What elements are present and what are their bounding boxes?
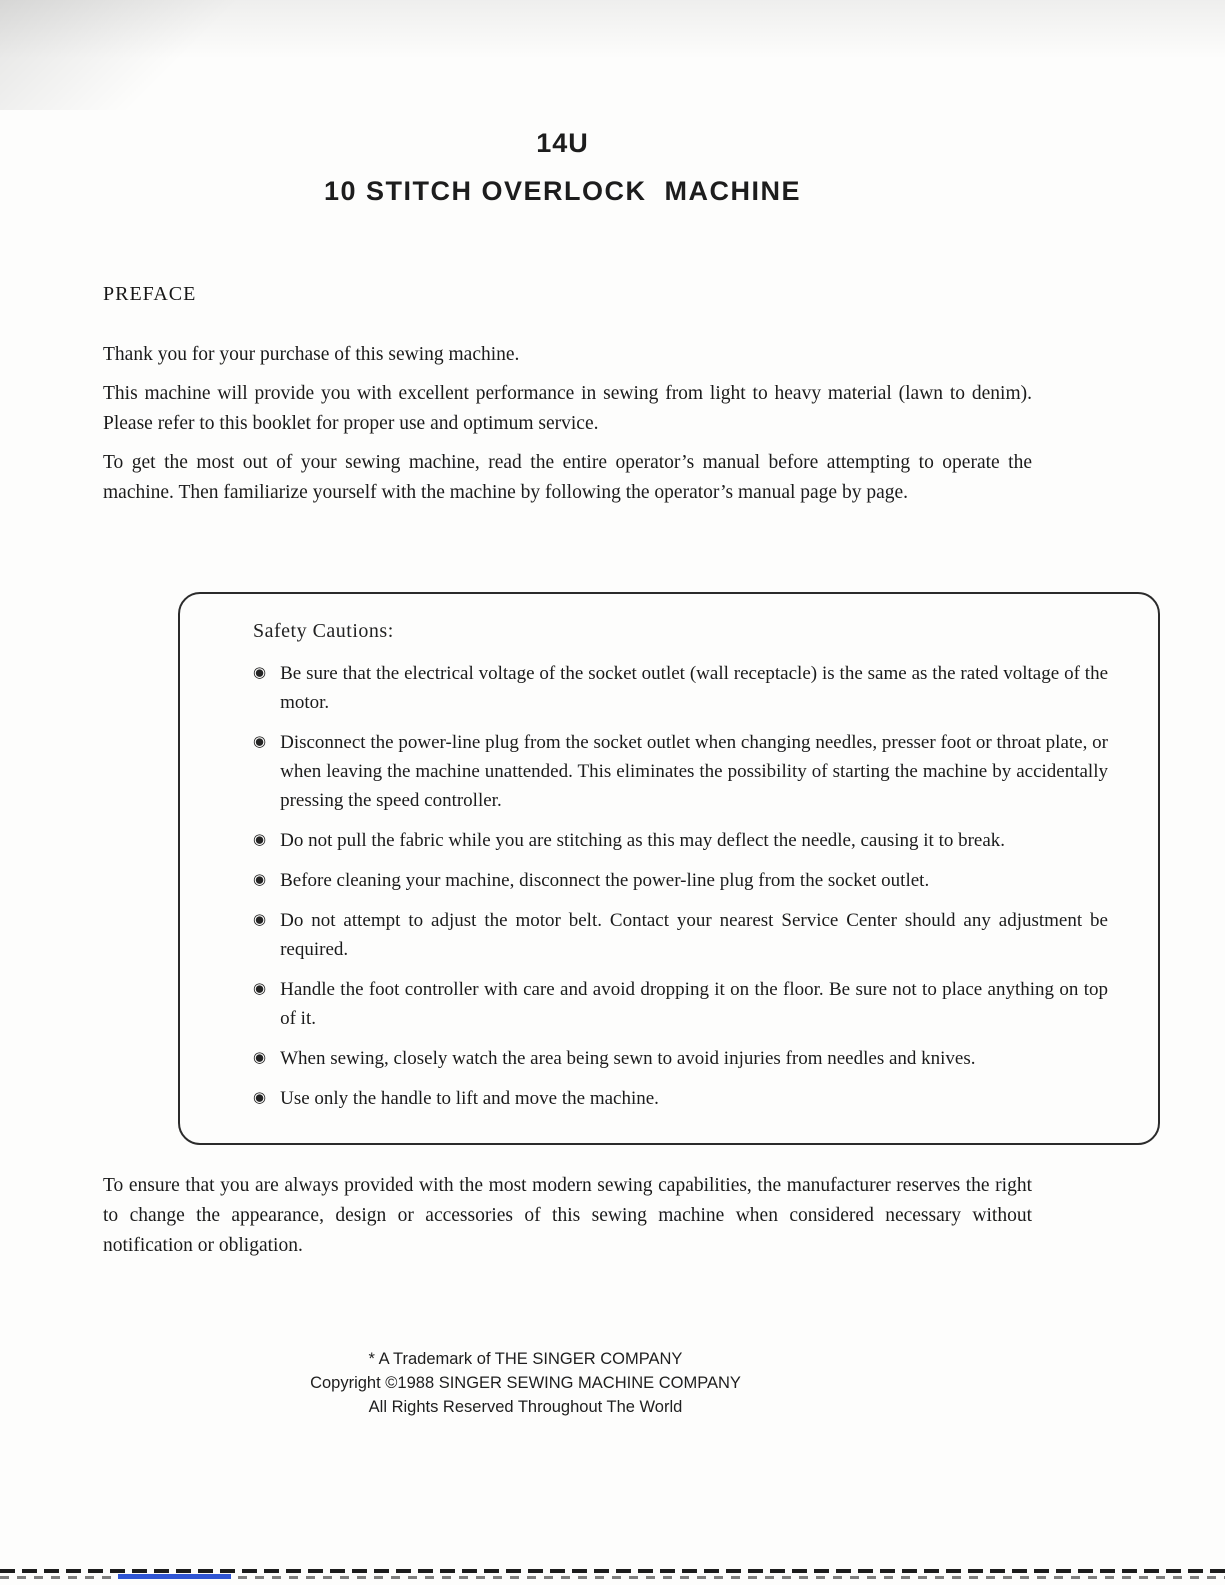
bullet-icon: ◉ [253, 912, 267, 928]
safety-list-item [253, 1044, 1108, 1073]
safety-item-text: Disconnect the power-line plug from the socket outlet when changing needles, presser foot or throat plate, or when leaving the machine unattended. This eliminates the possibility of starting the machine by accidentally pressing the speed controller. [280, 732, 1108, 811]
safety-list-item [253, 975, 1108, 1033]
safety-item-text: Handle the foot controller with care and avoid dropping it on the floor. Be sure not to place anything on top of it. [280, 979, 1108, 1029]
page-bottom-edge-dashes [0, 1569, 1225, 1573]
safety-item-text: Be sure that the electrical voltage of the socket outlet (wall receptacle) is the same as the rated voltage of the motor. [280, 663, 1108, 713]
safety-cautions-list [253, 659, 1108, 1113]
safety-item-text: When sewing, closely watch the area being sewn to avoid injuries from needles and knives. [280, 1048, 976, 1069]
bullet-icon: ◉ [253, 872, 267, 888]
blue-scan-mark [118, 1574, 231, 1579]
page-header [0, 0, 1175, 207]
page-content [0, 283, 1225, 1419]
bullet-icon: ◉ [253, 734, 267, 750]
safety-list-item [253, 906, 1108, 964]
bullet-icon: ◉ [253, 832, 267, 848]
footer-trademark-line: * A Trademark of THE SINGER COMPANY [368, 1350, 683, 1368]
safety-list-item [253, 1084, 1108, 1113]
footer-copyright-line: Copyright ©1988 SINGER SEWING MACHINE COMPANY [310, 1374, 741, 1392]
bullet-icon: ◉ [253, 1050, 267, 1066]
closing-paragraph: To ensure that you are always provided with the most modern sewing capabilities, the manufacturer reserves the right to change the appearance, design or accessories of this sewing machine when considered necessary without notification or obligation. [103, 1175, 1032, 1256]
bullet-icon: ◉ [253, 1090, 267, 1106]
preface-paragraph: Thank you for your purchase of this sewing machine. [103, 344, 520, 365]
safety-item-text: Do not attempt to adjust the motor belt. Contact your nearest Service Center should any adjustment be required. [280, 910, 1108, 960]
safety-list-item [253, 866, 1108, 895]
machine-title: 10 STITCH OVERLOCK MACHINE [323, 176, 802, 206]
safety-list-item [253, 728, 1108, 815]
footer-rights-line: All Rights Reserved Throughout The World [368, 1398, 683, 1416]
safety-list-item [253, 826, 1108, 855]
model-title: 14U [536, 128, 589, 158]
bullet-icon: ◉ [253, 665, 267, 681]
preface-paragraph: To get the most out of your sewing machine, read the entire operator’s manual before attempting to operate the machine. Then familiarize yourself with the machine by following the operator’s manual page by page. [103, 452, 1032, 503]
page-footer [61, 1347, 990, 1419]
safety-item-text: Do not pull the fabric while you are stitching as this may deflect the needle, causing it to break. [280, 830, 1006, 851]
safety-item-text: Use only the handle to lift and move the machine. [280, 1088, 659, 1109]
safety-list-item [253, 659, 1108, 717]
safety-cautions-box [178, 592, 1160, 1145]
preface-paragraph: This machine will provide you with excellent performance in sewing from light to heavy material (lawn to denim). Please refer to this booklet for proper use and optimum service. [103, 383, 1032, 434]
safety-cautions-heading: Safety Cautions: [253, 620, 394, 642]
bullet-icon: ◉ [253, 981, 267, 997]
safety-item-text: Before cleaning your machine, disconnect the power-line plug from the socket outlet. [280, 870, 930, 891]
preface-heading: PREFACE [103, 283, 197, 305]
